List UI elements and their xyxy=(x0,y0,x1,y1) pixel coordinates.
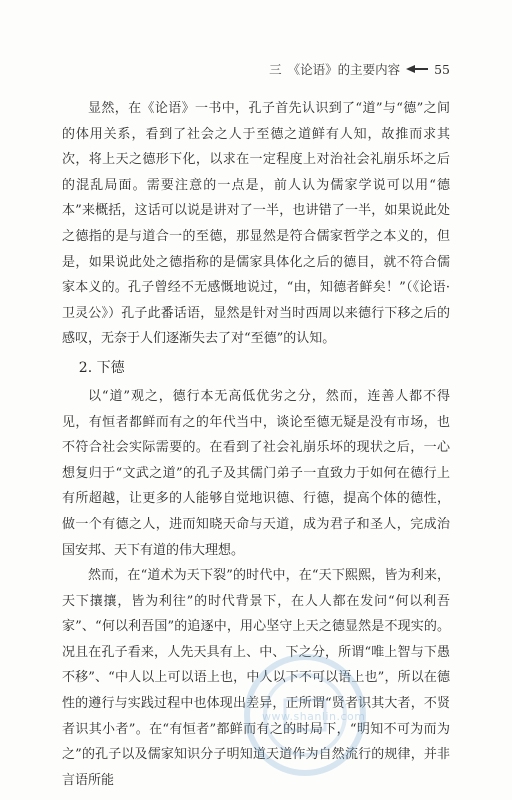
page-number: 55 xyxy=(434,61,450,77)
watermark-text: www.shanlin.com xyxy=(262,710,366,723)
paragraph-1: 显然，在《论语》一书中，孔子首先认识到了“道”与“德”之间的体用关系，看到了社会之人于至德之道鲜有人知，故推而求其次，将上天之德形下化，以求在一定程度上对治社会礼崩乐坏之后的混乱局面。需要注意的一点是，前人认为儒家学说可以用“德本”来概括，这话可以说是讲对了一半，也讲错了一半，如果说此处之德指的是与道合一的至德，那显然是符合儒家哲学之本义的，但是，如果说此处之德指称的是儒家具体化之后的德目，就不符合儒家本义的。孔子曾经不无感慨地说过，“由，知德者鲜矣！”（《论语·卫灵公》）孔子此番话语，显然是针对当时西周以来德行下移之后的感叹，无奈于人们逐渐失去了对“至德”的认知。 xyxy=(62,101,450,347)
running-header xyxy=(269,60,450,78)
paragraph-2: 以“道”观之，德行本无高低优劣之分，然而，连善人都不得见，有恒者都鲜而有之的年代当中，谈论至德无疑是没有市场，也不符合社会实际需要的。在看到了社会礼崩乐坏的现状之后，一心想复归于“文武之道”的孔子及其儒门弟子一直致力于如何在德行上有所超越，让更多的人能够自觉地识德、行德，提高个体的德性，做一个有德之人，进而知晓天命与天道，成为君子和圣人，完成治国安邦、天下有道的伟大理想。 xyxy=(62,388,450,558)
subheading: 2. 下德 xyxy=(78,359,125,376)
header-section-title: 《论语》的主要内容 xyxy=(287,62,401,77)
header-section-number: 三 xyxy=(269,62,282,77)
arrow-left-icon xyxy=(406,64,428,74)
body-text xyxy=(62,96,450,793)
paragraph-3: 然而，在“道术为天下裂”的时代中，在“天下熙熙，皆为利来，天下攘攘，皆为利往”的时代背景下，在人人都在发问“何以利吾家”、“何以利吾国”的追逐中，用心坚守上天之德显然是不现实的。况且在孔子看来，人先天具有上、中、下之分，所谓“唯上智与下愚不移”、“中人以上可以语上也，中人以下不可以语上也”，所以在德性的遵行与实践过程中也体现出差异，正所谓“贤者识其大者，不贤者识其小者”。在“有恒者”都鲜而有之的时局下，“明知不可为而为之”的孔子以及儒家知识分子明知道天道作为自然流行的规律，并非言语所能 xyxy=(62,568,450,788)
